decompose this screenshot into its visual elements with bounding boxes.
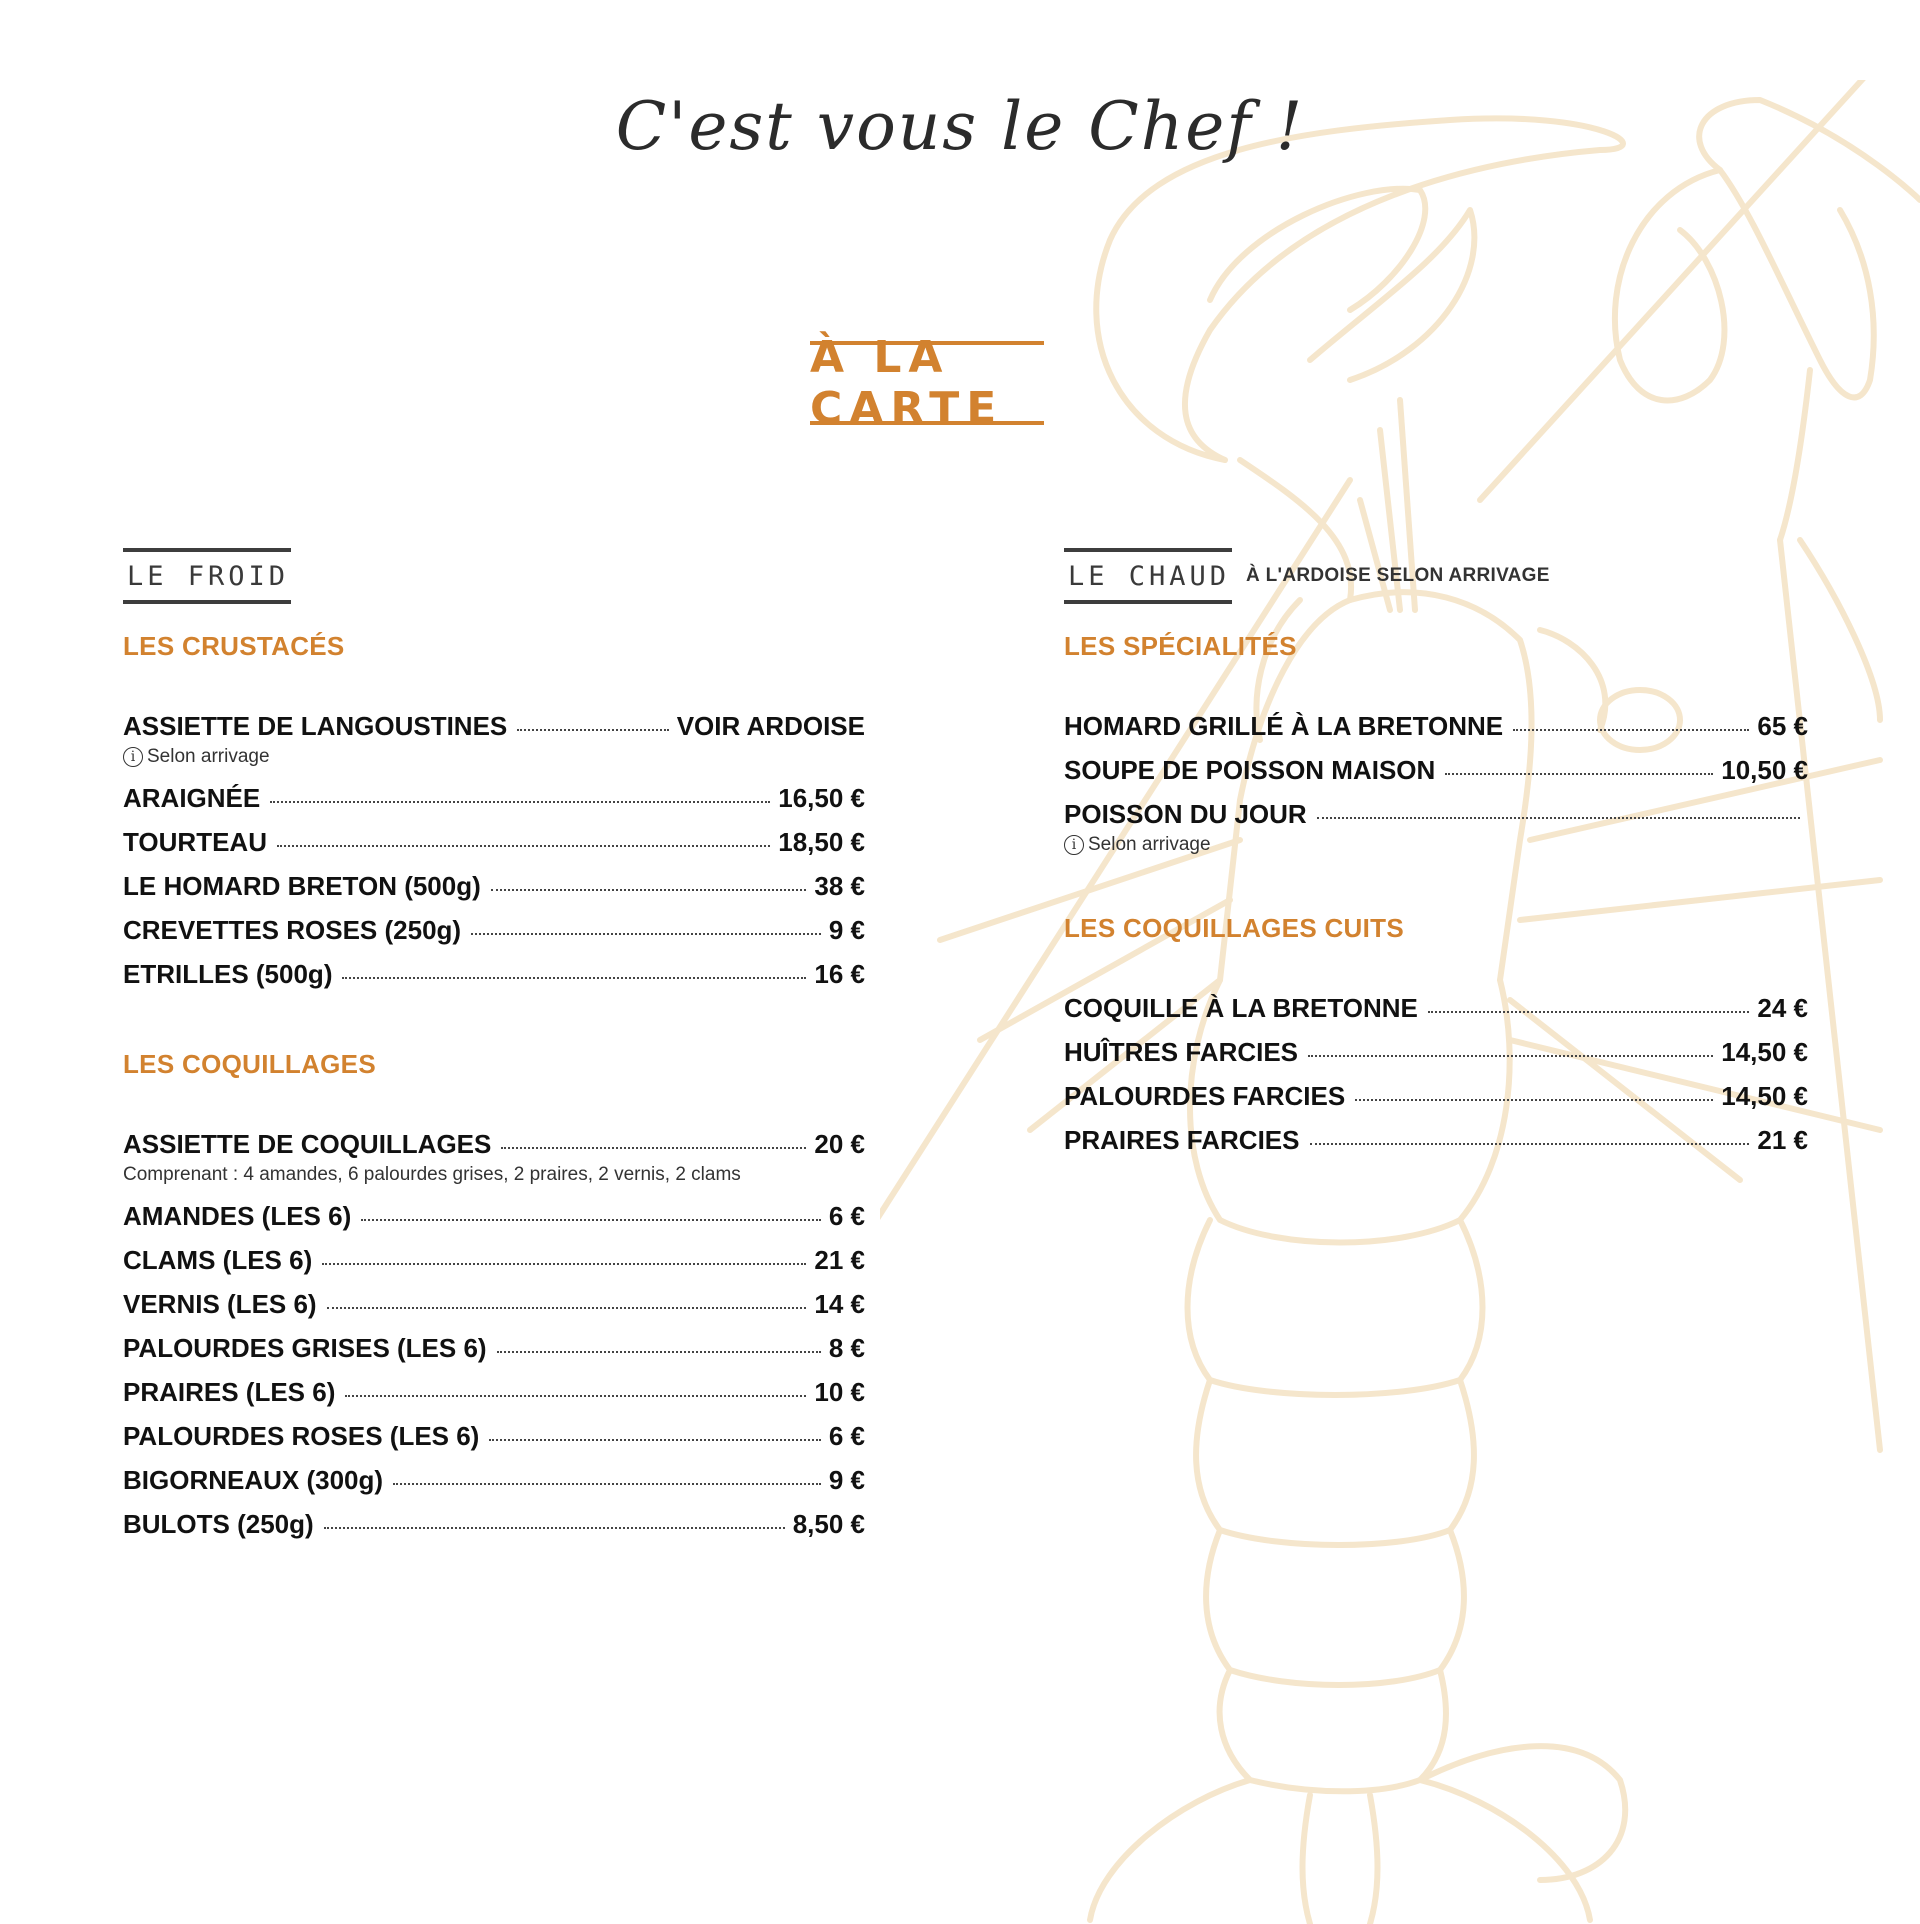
item-name: VERNIS (LES 6) xyxy=(123,1289,317,1319)
item-name: POISSON DU JOUR xyxy=(1064,799,1307,829)
info-icon: i xyxy=(1064,835,1084,855)
menu-item xyxy=(1064,704,1808,748)
item-name: ASSIETTE DE COQUILLAGES xyxy=(123,1129,492,1159)
menu-item xyxy=(123,1458,865,1502)
item-price: 24 € xyxy=(1757,993,1808,1023)
item-name: HOMARD GRILLÉ À LA BRETONNE xyxy=(1064,711,1504,741)
menu-item xyxy=(1064,1074,1808,1118)
item-price: 16 € xyxy=(814,959,865,989)
item-name: CLAMS (LES 6) xyxy=(123,1245,313,1275)
right-column xyxy=(1064,548,1808,1162)
menu-item xyxy=(123,776,865,820)
item-name: BULOTS (250g) xyxy=(123,1509,314,1539)
menu-item xyxy=(123,908,865,952)
category-crustaces: LES CRUSTACÉS xyxy=(123,631,345,661)
section-head-froid xyxy=(123,548,865,604)
leader-dots xyxy=(1317,817,1800,819)
leader-dots xyxy=(277,845,770,847)
leader-dots xyxy=(270,801,770,803)
info-icon: i xyxy=(123,747,143,767)
leader-dots xyxy=(1310,1143,1750,1145)
item-name: ETRILLES (500g) xyxy=(123,959,333,989)
item-price: 9 € xyxy=(828,915,865,945)
item-name: PALOURDES GRISES (LES 6) xyxy=(123,1333,487,1363)
menu-item xyxy=(1064,1118,1808,1162)
leader-dots xyxy=(345,1395,806,1397)
leader-dots xyxy=(1308,1055,1713,1057)
note-text: Selon arrivage xyxy=(147,746,270,767)
item-name: HUÎTRES FARCIES xyxy=(1064,1037,1299,1067)
item-name: TOURTEAU xyxy=(123,827,267,857)
item-price: VOIR ARDOISE xyxy=(676,711,865,741)
item-price: 10 € xyxy=(814,1377,865,1407)
note-text: Comprenant : 4 amandes, 6 palourdes grises, 2 praires, 2 vernis, 2 clams xyxy=(123,1164,741,1185)
item-price: 21 € xyxy=(1757,1125,1808,1155)
left-column xyxy=(123,548,865,1546)
leader-dots xyxy=(327,1307,807,1309)
item-name: BIGORNEAUX (300g) xyxy=(123,1465,384,1495)
item-name: LE HOMARD BRETON (500g) xyxy=(123,871,481,901)
leader-dots xyxy=(1513,729,1749,731)
section-label-chaud: LE CHAUD xyxy=(1064,548,1232,604)
item-note xyxy=(123,1160,865,1190)
section-head-chaud xyxy=(1064,548,1808,604)
menu-item xyxy=(1064,986,1808,1030)
item-name: PALOURDES FARCIES xyxy=(1064,1081,1346,1111)
item-price: 6 € xyxy=(828,1421,865,1451)
menu-item xyxy=(123,952,865,996)
category-specialites: LES SPÉCIALITÉS xyxy=(1064,631,1297,661)
leader-dots xyxy=(322,1263,806,1265)
item-name: AMANDES (LES 6) xyxy=(123,1201,352,1231)
menu-item xyxy=(123,864,865,908)
leader-dots xyxy=(361,1219,821,1221)
item-price: 16,50 € xyxy=(778,783,865,813)
section-label-froid: LE FROID xyxy=(123,548,291,604)
page-title: À LA CARTE xyxy=(810,341,1044,425)
leader-dots xyxy=(489,1439,820,1441)
item-price: 65 € xyxy=(1757,711,1808,741)
item-name: ARAIGNÉE xyxy=(123,783,261,813)
category-coquillages: LES COQUILLAGES xyxy=(123,1049,376,1079)
menu-item xyxy=(123,820,865,864)
item-price: 20 € xyxy=(814,1129,865,1159)
item-name: COQUILLE À LA BRETONNE xyxy=(1064,993,1418,1023)
menu-item xyxy=(123,1370,865,1414)
item-price: 14,50 € xyxy=(1721,1037,1808,1067)
leader-dots xyxy=(393,1483,821,1485)
menu-item xyxy=(123,1414,865,1458)
menu-item xyxy=(1064,1030,1808,1074)
item-price: 38 € xyxy=(814,871,865,901)
item-name: PRAIRES FARCIES xyxy=(1064,1125,1300,1155)
item-price: 18,50 € xyxy=(778,827,865,857)
item-name: SOUPE DE POISSON MAISON xyxy=(1064,755,1436,785)
menu-item xyxy=(123,1502,865,1546)
script-title: C'est vous le Chef ! xyxy=(615,88,1305,165)
section-note: À L'ARDOISE SELON ARRIVAGE xyxy=(1246,565,1550,586)
menu-item xyxy=(123,1238,865,1282)
item-note xyxy=(1064,830,1808,860)
item-price: 6 € xyxy=(828,1201,865,1231)
item-price: 9 € xyxy=(828,1465,865,1495)
item-price: 21 € xyxy=(814,1245,865,1275)
item-price: 8 € xyxy=(828,1333,865,1363)
item-price: 14,50 € xyxy=(1721,1081,1808,1111)
leader-dots xyxy=(471,933,821,935)
leader-dots xyxy=(1355,1099,1713,1101)
item-name: CREVETTES ROSES (250g) xyxy=(123,915,462,945)
leader-dots xyxy=(501,1147,806,1149)
leader-dots xyxy=(517,729,668,731)
note-text: Selon arrivage xyxy=(1088,834,1211,855)
item-price: 10,50 € xyxy=(1721,755,1808,785)
item-name: ASSIETTE DE LANGOUSTINES xyxy=(123,711,508,741)
category-coquillages-cuits: LES COQUILLAGES CUITS xyxy=(1064,913,1404,943)
menu-item xyxy=(1064,748,1808,792)
leader-dots xyxy=(1428,1011,1749,1013)
item-price: 8,50 € xyxy=(792,1509,865,1539)
item-price: 14 € xyxy=(814,1289,865,1319)
leader-dots xyxy=(497,1351,821,1353)
leader-dots xyxy=(324,1527,785,1529)
menu-item xyxy=(123,1282,865,1326)
leader-dots xyxy=(342,977,806,979)
leader-dots xyxy=(1445,773,1713,775)
menu-item xyxy=(123,1326,865,1370)
item-name: PALOURDES ROSES (LES 6) xyxy=(123,1421,480,1451)
leader-dots xyxy=(491,889,807,891)
item-name: PRAIRES (LES 6) xyxy=(123,1377,336,1407)
menu-item xyxy=(123,1194,865,1238)
